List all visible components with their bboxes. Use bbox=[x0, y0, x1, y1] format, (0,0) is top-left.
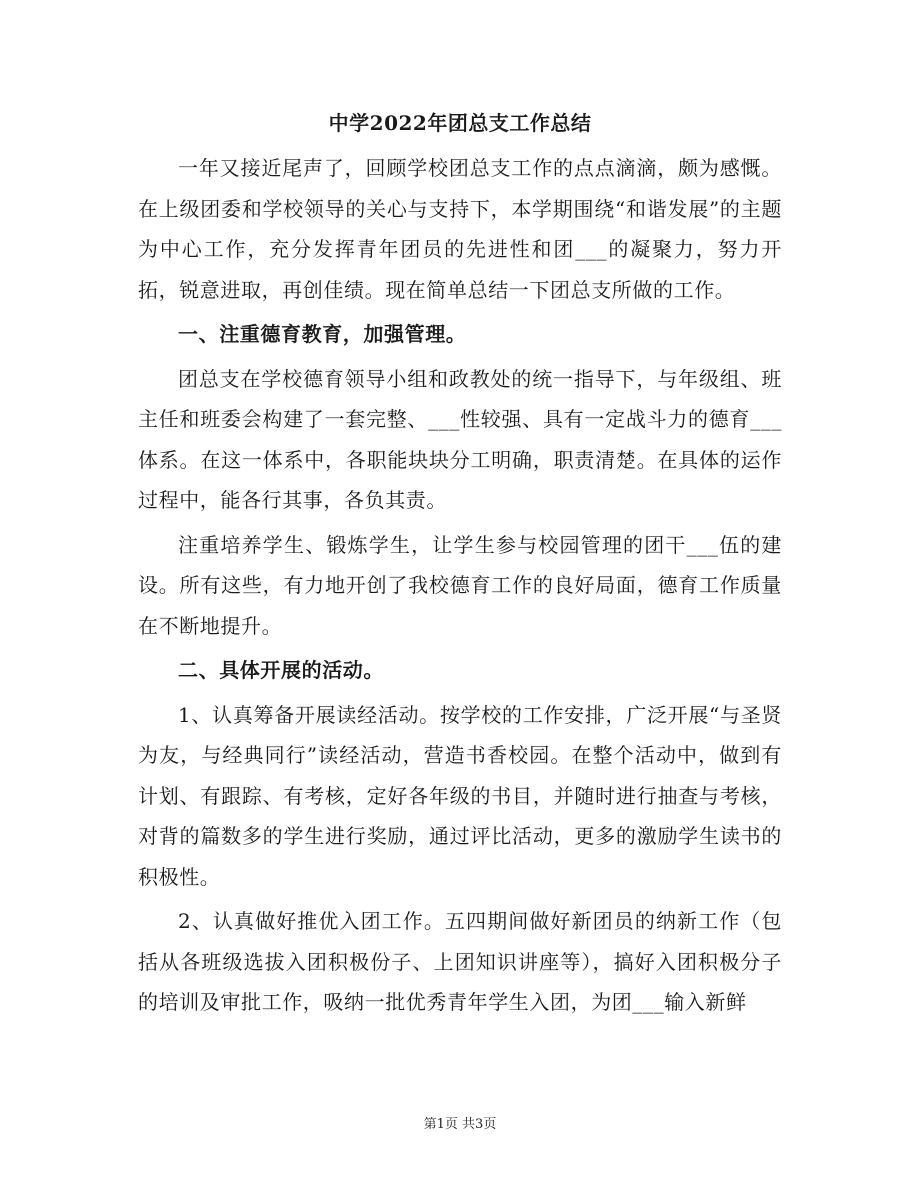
list-item-paragraph: 2、认真做好推优入团工作。五四期间做好新团员的纳新工作（包括从各班级选拔入团积极份子、上团知识讲座等），搞好入团积极分子的培训及审批工作，吸纳一批优秀青年学生入团，为团___输入新鲜 bbox=[138, 909, 782, 1014]
body-paragraph: 团总支在学校德育领导小组和政教处的统一指导下，与年级组、班主任和班委会构建了一套完整、___性较强、具有一定战斗力的德育___体系。在这一体系中，各职能块块分工明确，职责清楚。在具体的运作过程中，能各行其事，各负其责。 bbox=[138, 366, 782, 512]
document-body bbox=[138, 148, 782, 1023]
intro-paragraph: 一年又接近尾声了，回顾学校团总支工作的点点滴滴，颇为感慨。在上级团委和学校领导的关心与支持下，本学期围绕“和谐发展”的主题为中心工作，充分发挥青年团员的先进性和团___的凝聚力，努力开拓，锐意进取，再创佳绩。现在简单总结一下团总支所做的工作。 bbox=[138, 156, 782, 302]
list-item-paragraph: 1、认真筹备开展读经活动。按学校的工作安排，广泛开展“与圣贤为友，与经典同行”读经活动，营造书香校园。在整个活动中，做到有计划、有跟踪、有考核，定好各年级的书目，并随时进行抽查与考核，对背的篇数多的学生进行奖励，通过评比活动，更多的激励学生读书的积极性。 bbox=[138, 702, 782, 889]
page-number-footer: 第1页 共3页 bbox=[423, 1117, 497, 1132]
section-heading-2: 二、具体开展的活动。 bbox=[178, 658, 384, 682]
section-heading-1: 一、注重德育教育，加强管理。 bbox=[178, 322, 467, 346]
document-title: 中学2022年团总支工作总结 bbox=[328, 111, 592, 135]
body-paragraph: 注重培养学生、锻炼学生，让学生参与校园管理的团干___伍的建设。所有这些，有力地开创了我校德育工作的良好局面，德育工作质量在不断地提升。 bbox=[138, 532, 782, 638]
